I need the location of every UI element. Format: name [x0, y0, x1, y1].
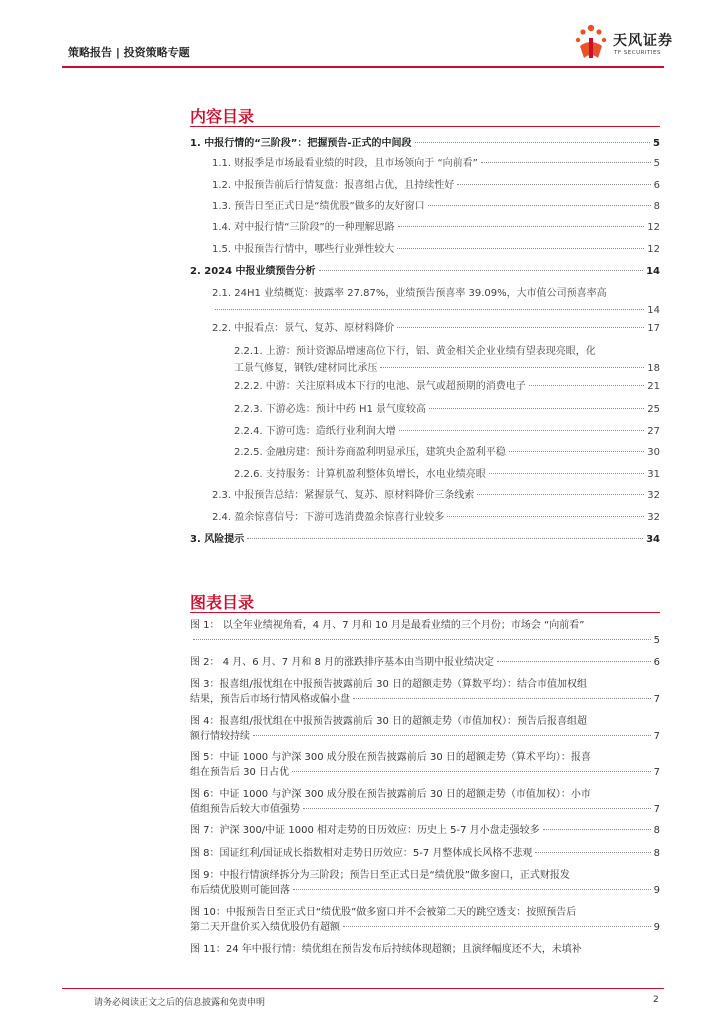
toc-entry-page: 12	[647, 222, 660, 233]
figure-entry-page: 5	[653, 635, 660, 646]
figure-entry[interactable]	[190, 618, 660, 648]
figure-entry-page: 7	[653, 694, 660, 705]
toc-leader-dots	[397, 248, 644, 249]
toc-entry-text: 1.3. 预告日至正式日是“绩优股”做多的友好窗口	[212, 201, 425, 212]
toc-entry-page: 5	[653, 138, 660, 149]
toc-entry[interactable]	[190, 157, 660, 171]
figure-leader-dots	[292, 771, 651, 772]
toc-leader-dots	[415, 142, 650, 143]
toc-entry[interactable]	[190, 243, 660, 257]
toc-entry[interactable]	[190, 137, 660, 151]
page-number: 2	[653, 995, 659, 1005]
footer-divider	[62, 988, 664, 989]
toc-entry-page: 25	[647, 404, 660, 415]
toc-entry[interactable]	[190, 287, 660, 318]
figure-entry-page: 9	[653, 922, 660, 933]
toc-entry-page: 17	[647, 323, 660, 334]
toc-entry[interactable]	[190, 468, 660, 482]
toc-entry[interactable]	[190, 322, 660, 336]
footer-disclaimer: 请务必阅读正文之后的信息披露和免责申明	[94, 998, 266, 1008]
toc-entry-text: 1.5. 中报预告行情中，哪些行业弹性较大	[212, 244, 395, 255]
figure-entry[interactable]	[190, 750, 660, 780]
toc-entry-page: 30	[647, 447, 660, 458]
toc-entry[interactable]	[190, 221, 660, 235]
toc-entry-text: 2. 2024 中报业绩预告分析	[190, 266, 316, 277]
header-divider	[62, 66, 664, 68]
figure-entry-text: 图 8：国证红利/国证成长指数相对走势日历效应：5-7 月整体成长风格不悲观	[190, 848, 533, 859]
toc-entry-page: 34	[646, 534, 660, 545]
toc-entry-page: 21	[647, 381, 660, 392]
toc-leader-dots	[428, 205, 651, 206]
figure-leader-dots	[543, 829, 651, 830]
toc-entry-page: 32	[647, 512, 660, 523]
toc-leader-dots	[398, 226, 645, 227]
figure-leader-dots	[253, 735, 651, 736]
toc-entry[interactable]	[190, 380, 660, 394]
toc-entry-text: 2.2.3. 下游必选：预计中药 H1 景气度较高	[234, 404, 427, 415]
figure-entry[interactable]	[190, 655, 660, 670]
figure-leader-dots	[193, 639, 651, 640]
figure-entry-text: 图 1： 以全年业绩视角看，4 月、7 月和 10 月是最看业绩的三个月份；市场会 “向前看”	[190, 620, 585, 631]
logo-mark-icon	[571, 22, 611, 62]
toc-leader-dots	[457, 184, 650, 185]
figure-entry[interactable]	[190, 905, 660, 935]
report-breadcrumb: 策略报告 | 投资策略专题	[68, 46, 190, 59]
figure-index-title: 图表目录	[190, 593, 255, 612]
toc-entry-text: 2.1. 24H1 业绩概览：披露率 27.87%，业绩预告预喜率 39.09%，大市值公司预喜率高	[212, 288, 607, 299]
figure-entry[interactable]	[190, 868, 660, 898]
figure-entry-text: 图 3：报喜组/报忧组在中报预告披露前后 30 日的超额走势（算数平均）：结合市值加权组	[190, 679, 587, 690]
figure-entry[interactable]	[190, 787, 660, 817]
toc-entry-text: 2.2.6. 支持服务：计算机盈利整体负增长，水电业绩亮眼	[234, 469, 486, 480]
figure-leader-dots	[293, 889, 651, 890]
toc-leader-dots	[380, 367, 644, 368]
toc-entry-text: 1.4. 对中报行情“三阶段”的一种理解思路	[212, 222, 395, 233]
toc-entry-page: 14	[646, 266, 660, 277]
figure-entry-page: 6	[653, 657, 660, 668]
figure-leader-dots	[343, 926, 651, 927]
figure-entry-page: 7	[653, 731, 660, 742]
toc-leader-dots	[399, 430, 644, 431]
figure-entry[interactable]	[190, 942, 660, 957]
toc-leader-dots	[477, 494, 644, 495]
toc-entry-text: 2.2.2. 中游：关注原料成本下行的电池、景气或超预期的消费电子	[234, 381, 526, 392]
toc-entry[interactable]	[190, 425, 660, 439]
figure-leader-dots	[535, 852, 650, 853]
company-logo	[571, 22, 681, 62]
figure-entry-text: 图 5：中证 1000 与沪深 300 成分股在预告披露前后 30 日的超额走势（算术平均）：报喜	[190, 752, 591, 763]
figure-entry[interactable]	[190, 677, 660, 707]
toc-entry-page: 27	[647, 426, 660, 437]
toc-entry-text: 2.2.4. 下游可选：造纸行业利润大增	[234, 426, 396, 437]
toc-entry[interactable]	[190, 265, 660, 279]
figure-leader-dots	[303, 808, 651, 809]
figure-entry[interactable]	[190, 823, 660, 838]
toc-entry-page: 31	[647, 469, 660, 480]
toc-entry-text: 2.2.5. 金融房建：预计券商盈利明显承压，建筑央企盈利平稳	[234, 447, 506, 458]
toc-entry[interactable]	[190, 200, 660, 214]
toc-leader-dots	[529, 385, 644, 386]
figure-entry-text: 图 2： 4 月、6 月、7 月和 8 月的涨跌排序基本由当期中报业绩决定	[190, 657, 495, 668]
toc-leader-dots	[481, 162, 651, 163]
toc-entry-page: 12	[647, 244, 660, 255]
figure-entry-text: 图 9：中报行情演绎拆分为三阶段；预告日至正式日是“绩优股”做多窗口，正式财报发	[190, 870, 570, 881]
figure-entry-text: 图 6：中证 1000 与沪深 300 成分股在预告披露前后 30 日的超额走势（市值加权）：小市	[190, 789, 591, 800]
figure-entry-text-cont: 第二天开盘价买入绩优股仍有超额	[190, 922, 340, 933]
toc-leader-dots	[509, 451, 644, 452]
toc-title-rule	[190, 126, 660, 127]
toc-entry-text: 3. 风险提示	[190, 534, 245, 545]
toc-entry-text: 1.1. 财报季是市场最看业绩的时段，且市场领向于 “向前看”	[212, 158, 478, 169]
figure-entry-text: 图 11：24 年中报行情：绩优组在预告发布后持续体现超额；且演绎幅度还不大，未填补	[190, 944, 582, 955]
figure-entry-page: 8	[653, 848, 660, 859]
figure-entry-page: 9	[653, 885, 660, 896]
figure-entry-page: 8	[653, 825, 660, 836]
toc-entry-page: 14	[647, 305, 660, 316]
figure-leader-dots	[497, 661, 651, 662]
figure-entry-text-cont: 额行情较持续	[190, 731, 250, 742]
figure-entry-text-cont: 组在预告后 30 日占优	[190, 767, 290, 778]
toc-leader-dots	[429, 408, 644, 409]
figure-entry-text: 图 4：报喜组/报忧组在中报预告披露前后 30 日的超额走势（市值加权）：预告后报喜组超	[190, 716, 587, 727]
toc-entry-text: 2.3. 中报预告总结：紧握景气、复苏、原材料降价三条线索	[212, 490, 475, 501]
figure-entry-text: 图 7：沪深 300/中证 1000 相对走势的日历效应：历史上 5-7 月小盘走强较多	[190, 825, 540, 836]
toc-entry[interactable]	[190, 533, 660, 547]
toc-entry-text: 2.4. 盈余惊喜信号：下游可选消费盈余惊喜行业较多	[212, 512, 445, 523]
figure-index-rule	[190, 612, 660, 613]
toc-leader-dots	[247, 538, 643, 539]
toc-entry[interactable]	[190, 446, 660, 460]
figure-entry-text-cont: 值组预告后较大市值强势	[190, 804, 300, 815]
toc-entry-page: 8	[653, 201, 660, 212]
toc-entry-text: 2.2. 中报看点：景气、复苏、原材料降价	[212, 323, 395, 334]
toc-entry-text: 2.2.1. 上游：预计资源品增速高位下行，铝、黄金相关企业业绩有望表现亮眼，化	[234, 346, 596, 357]
figure-entry-page: 7	[653, 767, 660, 778]
figure-entry[interactable]	[190, 714, 660, 744]
toc-entry-page: 18	[647, 363, 660, 374]
toc-entry[interactable]	[190, 345, 660, 376]
toc-leader-dots	[215, 309, 644, 310]
logo-name-en: TF SECURITIES	[614, 50, 661, 56]
toc-leader-dots	[319, 270, 644, 271]
toc-leader-dots	[489, 473, 644, 474]
figure-entry-text: 图 10：中报预告日至正式日“绩优股”做多窗口并不会被第二天的跳空透支：按照预告后	[190, 907, 577, 918]
logo-name-cn: 天风证券	[613, 33, 673, 49]
toc-entry-page: 6	[653, 180, 660, 191]
figure-entry[interactable]	[190, 846, 660, 861]
toc-entry-page: 5	[653, 158, 660, 169]
toc-entry[interactable]	[190, 511, 660, 525]
toc-entry[interactable]	[190, 489, 660, 503]
toc-entry-text: 1. 中报行情的“三阶段”：把握预告-正式的中间段	[190, 138, 412, 149]
toc-entry[interactable]	[190, 403, 660, 417]
figure-entry-text-cont: 结果，预告后市场行情风格或偏小盘	[190, 694, 350, 705]
figure-entry-text-cont: 布后绩优股则可能回落	[190, 885, 290, 896]
toc-entry-page: 32	[647, 490, 660, 501]
figure-leader-dots	[353, 698, 651, 699]
toc-entry-text: 1.2. 中报预告前后行情复盘：报喜组占优，且持续性好	[212, 180, 455, 191]
toc-leader-dots	[397, 327, 644, 328]
toc-leader-dots	[447, 516, 644, 517]
toc-entry[interactable]	[190, 179, 660, 193]
toc-title: 内容目录	[190, 107, 255, 126]
figure-entry-page: 7	[653, 804, 660, 815]
toc-entry-text-cont: 工景气修复，钢铁/建材同比承压	[234, 363, 378, 374]
